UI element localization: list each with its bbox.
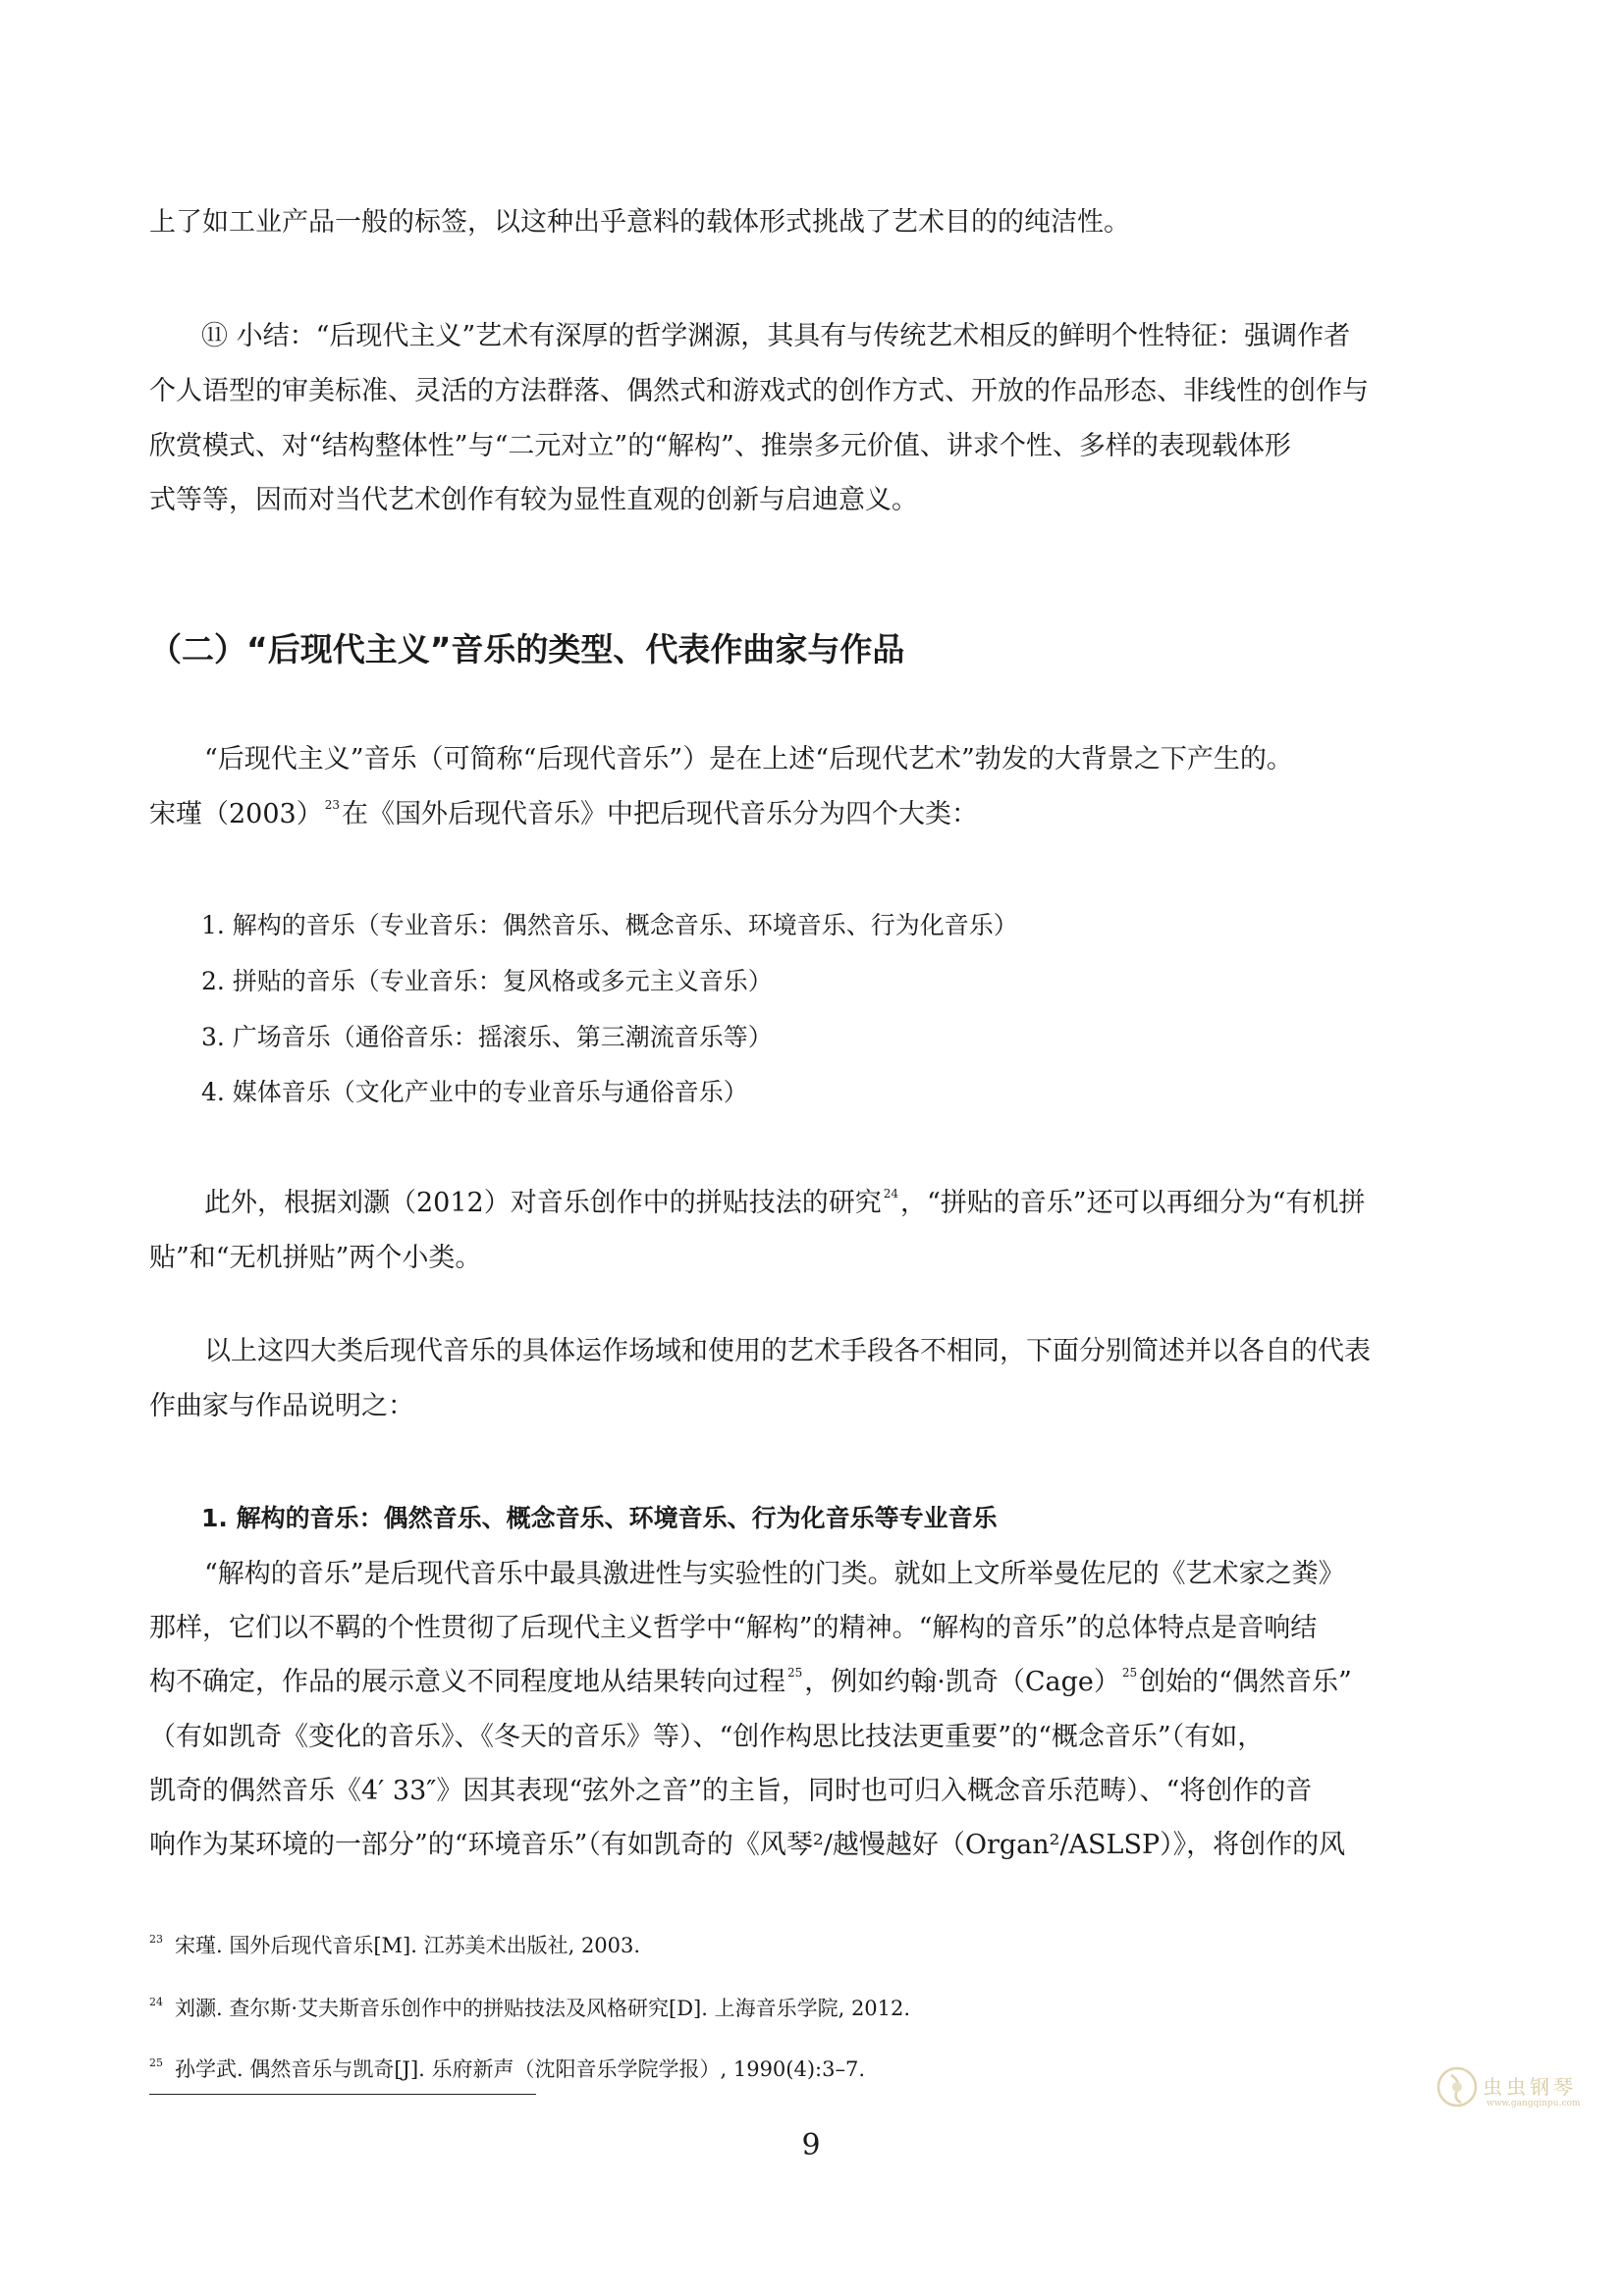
footnote-ref-25b[interactable]: 25	[1121, 1666, 1138, 1680]
watermark-text: 虫虫钢琴	[1483, 2075, 1577, 2099]
p1-line-2-text-b: 在《国外后现代音乐》中把后现代音乐分为四个大类：	[342, 799, 978, 829]
summary-line-1: ⑪ 小结：“后现代主义”艺术有深厚的哲学渊源，其具有与传统艺术相反的鲜明个性特征：强调作者	[201, 321, 1351, 351]
p2-line-2: 贴”和“无机拼贴”两个小类。	[149, 1243, 482, 1273]
category-item-2: 2. 拼贴的音乐（专业音乐：复风格或多元主义音乐）	[201, 967, 773, 995]
p2-line-1-text-a: 此外，根据刘灏（2012）对音乐创作中的拼贴技法的研究	[204, 1188, 882, 1218]
section-heading: （二）“后现代主义”音乐的类型、代表作曲家与作品	[149, 630, 905, 668]
watermark-url: www.gangqinpu.com	[1487, 2099, 1581, 2109]
p1-line-2	[149, 795, 978, 838]
summary-line-3: 欣赏模式、对“结构整体性”与“二元对立”的“解构”、推崇多元价值、讲求个性、多样的表现载体形	[149, 431, 1291, 461]
subheading-deconstructive-music: 1. 解构的音乐：偶然音乐、概念音乐、环境音乐、行为化音乐等专业音乐	[201, 1504, 998, 1532]
footnote-separator	[149, 2094, 536, 2095]
footnote-23-text: 宋瑾. 国外后现代音乐[M]. 江苏美术出版社, 2003.	[175, 1934, 641, 1957]
p3-line-1: 以上这四大类后现代音乐的具体运作场域和使用的艺术手段各不相同，下面分别简述并以各自的代表	[204, 1336, 1371, 1366]
p4-line-4: （有如凯奇《变化的音乐》、《冬天的音乐》等）、“创作构思比技法更重要”的“概念音乐”（有如，	[149, 1722, 1265, 1752]
p4-line-3	[149, 1663, 1352, 1706]
p4-line-1: “解构的音乐”是后现代音乐中最具激进性与实验性的门类。就如上文所举曼佐尼的《艺术家之粪》	[204, 1559, 1345, 1589]
watermark	[1435, 2061, 1583, 2118]
footnote-ref-25a[interactable]: 25	[787, 1666, 803, 1680]
p2-line-1	[204, 1184, 1365, 1227]
footnote-25-number: 25	[149, 2056, 163, 2069]
footnote-ref-24[interactable]: 24	[883, 1187, 898, 1201]
footnote-23	[149, 1931, 640, 1964]
summary-line-4: 式等等，因而对当代艺术创作有较为显性直观的创新与启迪意义。	[149, 485, 918, 515]
paragraph-intro-tail: 上了如工业产品一般的标签，以这种出乎意料的载体形式挑战了艺术目的的纯洁性。	[149, 207, 1130, 238]
p2-line-1-text-b: ，“拼贴的音乐”还可以再细分为“有机拼	[900, 1188, 1366, 1218]
p4-line-3-text-a: 构不确定，作品的展示意义不同程度地从结果转向过程	[149, 1667, 785, 1697]
footnote-24	[149, 1994, 910, 2027]
p4-line-3-text-c: 创始的“偶然音乐”	[1139, 1667, 1352, 1697]
footnote-24-text: 刘灏. 查尔斯·艾夫斯音乐创作中的拼贴技法及风格研究[D]. 上海音乐学院, 2012.	[175, 1997, 911, 2020]
category-item-1: 1. 解构的音乐（专业音乐：偶然音乐、概念音乐、环境音乐、行为化音乐）	[201, 911, 1018, 939]
p4-line-5: 凯奇的偶然音乐《4′ 33″》因其表现“弦外之音”的主旨，同时也可归入概念音乐范畴）、“将创作的音	[149, 1776, 1313, 1806]
footnote-ref-23[interactable]: 23	[324, 798, 340, 812]
summary-line-2: 个人语型的审美标准、灵活的方法群落、偶然式和游戏式的创作方式、开放的作品形态、非线性的创作与	[149, 376, 1369, 406]
p1-line-1: “后现代主义”音乐（可简称“后现代音乐”）是在上述“后现代艺术”勃发的大背景之下产生的。	[204, 744, 1293, 774]
footnote-23-number: 23	[149, 1933, 163, 1946]
p1-line-2-text-a: 宋瑾（2003）	[149, 799, 323, 829]
page-number: 9	[801, 2128, 821, 2163]
category-item-4: 4. 媒体音乐（文化产业中的专业音乐与通俗音乐）	[201, 1078, 748, 1106]
footnote-25	[149, 2055, 865, 2088]
watermark-logo-icon	[1435, 2061, 1479, 2112]
footnote-25-text: 孙学武. 偶然音乐与凯奇[J]. 乐府新声（沈阳音乐学院学报）, 1990(4):3–7.	[175, 2057, 866, 2081]
footnote-24-number: 24	[149, 1996, 163, 2008]
p4-line-3-text-b: ，例如约翰·凯奇（Cage）	[804, 1667, 1120, 1697]
p3-line-2: 作曲家与作品说明之：	[149, 1391, 414, 1421]
category-item-3: 3. 广场音乐（通俗音乐：摇滚乐、第三潮流音乐等）	[201, 1023, 773, 1051]
p4-line-2: 那样，它们以不羁的个性贯彻了后现代主义哲学中“解构”的精神。“解构的音乐”的总体特点是音响结	[149, 1613, 1318, 1643]
p4-line-6: 响作为某环境的一部分”的“环境音乐”（有如凯奇的《风琴²/越慢越好（Organ²/ASLSP）》，将创作的风	[149, 1830, 1346, 1860]
